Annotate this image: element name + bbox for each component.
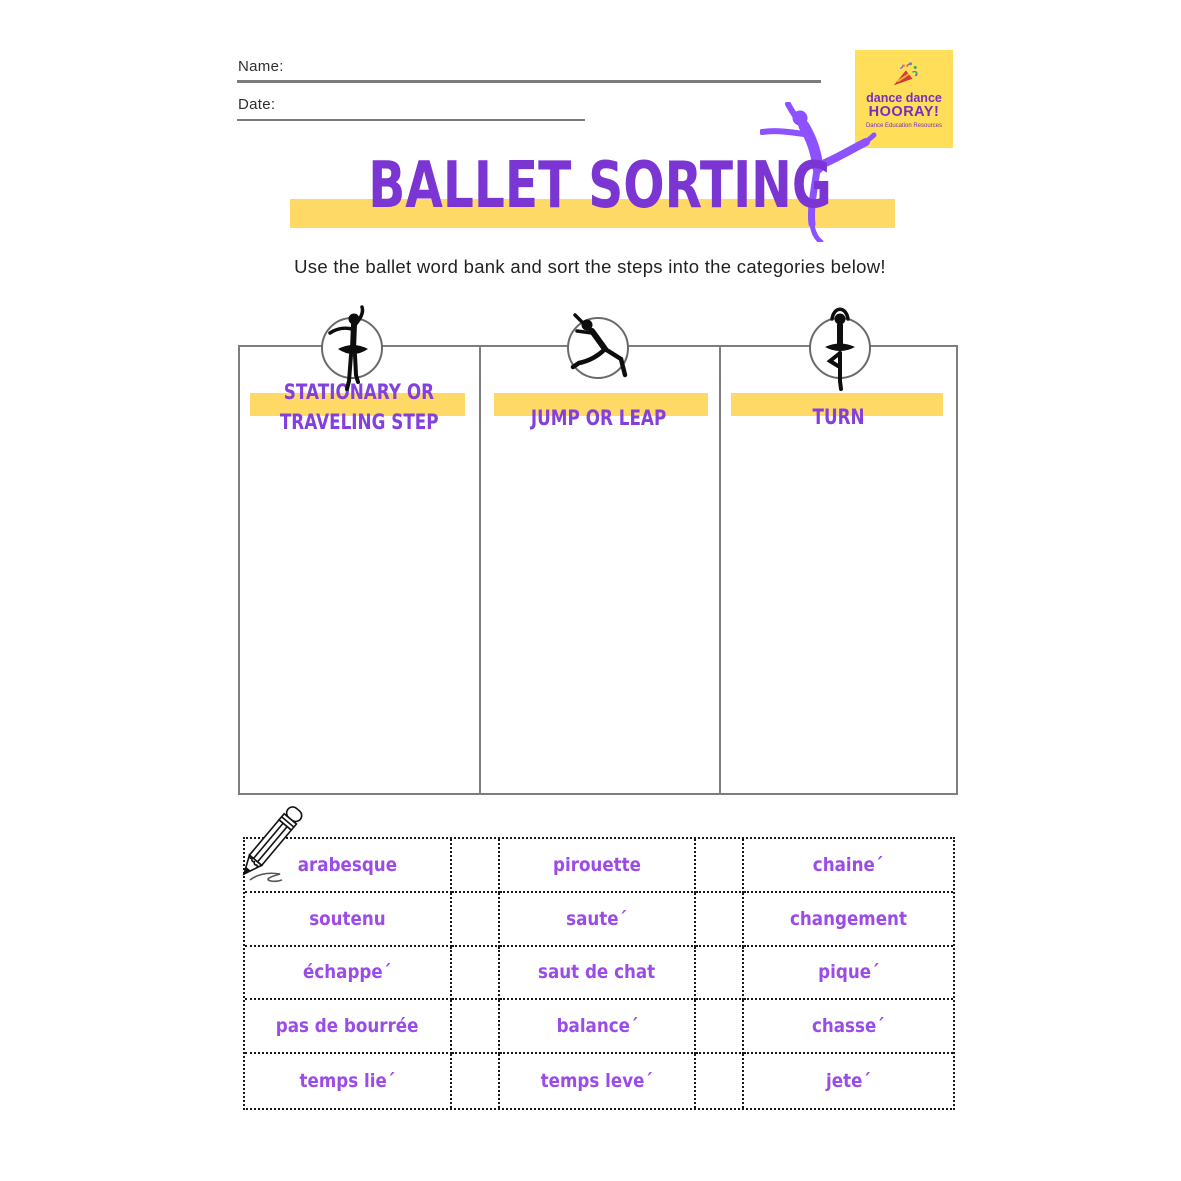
category-3-label: TURN [812,405,865,429]
category-2-circle [567,317,629,379]
word-pique: pique´ [744,947,953,1001]
category-3-circle [809,317,871,379]
word-changement: changement [744,893,953,947]
name-label: Name: [238,58,284,75]
word-bank-grid [243,837,955,1110]
instructions-text: Use the ballet word bank and sort the steps into the categories below! [294,256,886,277]
category-2-label: JUMP OR LEAP [531,406,667,430]
word-temps-lie: temps lie´ [245,1054,452,1108]
word-bank-gap-cell [696,839,744,893]
word-bank-gap-cell [452,839,500,893]
word-echappe: échappe´ [245,947,452,1001]
logo-tagline: Dance Education Resources [865,123,943,129]
name-write-line [237,80,821,83]
word-soutenu: soutenu [245,893,452,947]
word-bank-gap-cell [452,1000,500,1054]
date-write-line [237,119,585,121]
word-bank-gap-cell [696,1054,744,1108]
word-pas-de-bourree: pas de bourrée [245,1000,452,1054]
category-1-circle [321,317,383,379]
word-bank-gap-cell [696,1000,744,1054]
date-label: Date: [238,96,276,113]
ballerina-pointe-icon [322,305,382,395]
word-bank-gap-cell [452,947,500,1001]
logo-text-line1: dance dance [866,91,942,105]
page-title [240,149,960,223]
party-popper-icon [889,60,919,90]
word-bank-gap-cell [452,1054,500,1108]
word-saute: saute´ [500,893,696,947]
word-bank-gap-cell [696,893,744,947]
pirouette-dancer-icon [810,303,870,398]
word-pirouette: pirouette [500,839,696,893]
word-saut-de-chat: saut de chat [500,947,696,1001]
word-temps-leve: temps leve´ [500,1054,696,1108]
word-jete: jete´ [826,1070,871,1093]
word-balance: balance´ [500,1000,696,1054]
category-1-label-line2: TRAVELING STEP [279,410,439,434]
pencil-icon [222,794,307,889]
logo-text-line2: HOORAY! [868,104,940,120]
word-bank-gap-cell [452,893,500,947]
word-bank-gap-cell [696,947,744,1001]
word-chasse: chasse´ [744,1000,953,1054]
word-arabesque: arabesque [245,839,452,893]
word-chaine: chaine´ [744,839,953,893]
leaping-dancer-icon [567,309,637,389]
category-1-label-line1: STATIONARY OR [283,380,435,404]
page-title-text: BALLET SORTING [368,149,832,223]
